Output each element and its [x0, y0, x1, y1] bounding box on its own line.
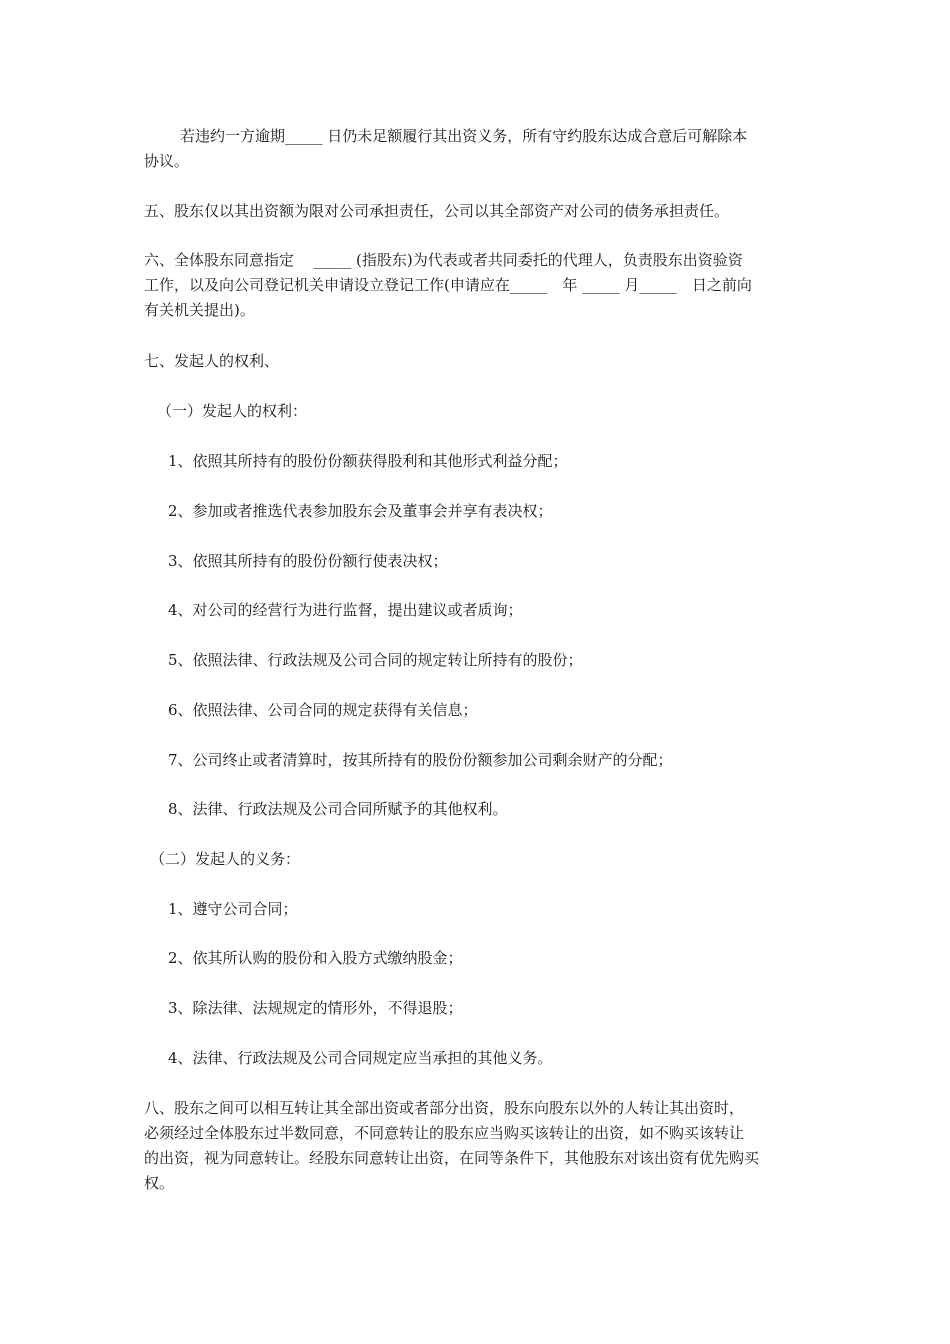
- rights-item-5: 5、依照法律、行政法规及公司合同的规定转让所持有的股份；: [168, 651, 583, 669]
- rights-item-7: 7、公司终止或者清算时，按其所持有的股份份额参加公司剩余财产的分配；: [168, 751, 673, 769]
- rights-item-2: 2、参加或者推选代表参加股东会及董事会并享有表决权；: [168, 502, 553, 520]
- duties-item-2: 2、依其所认购的股份和入股方式缴纳股金；: [168, 949, 463, 967]
- clause-8-line-4: 权。: [144, 1174, 175, 1192]
- overdue-clause-line-1: 若违约一方逾期_____ 日仍未足额履行其出资义务，所有守约股东达成合意后可解除本: [180, 127, 748, 145]
- clause-6-line-2: 工作，以及向公司登记机关申请设立登记工作(申请应在_____ 年 _____ 月_____ 日之前向: [144, 276, 752, 294]
- duties-item-4: 4、法律、行政法规及公司合同规定应当承担的其他义务。: [168, 1049, 553, 1067]
- rights-item-1: 1、依照其所持有的股份份额获得股利和其他形式利益分配；: [168, 452, 568, 470]
- overdue-clause-line-2: 协议。: [144, 152, 190, 170]
- duties-heading: （二）发起人的义务：: [150, 850, 301, 868]
- rights-heading: （一）发起人的权利：: [157, 402, 308, 420]
- duties-item-3: 3、除法律、法规规定的情形外，不得退股；: [168, 999, 463, 1017]
- clause-5: 五、股东仅以其出资额为限对公司承担责任，公司以其全部资产对公司的债务承担责任。: [144, 202, 730, 220]
- rights-item-8: 8、法律、行政法规及公司合同所赋予的其他权利。: [168, 800, 508, 818]
- clause-8-line-3: 的出资，视为同意转让。经股东同意转让出资，在同等条件下，其他股东对该出资有优先购买: [144, 1149, 760, 1167]
- clause-6-line-3: 有关机关提出)。: [144, 301, 255, 319]
- clause-8-line-1: 八、股东之间可以相互转让其全部出资或者部分出资，股东向股东以外的人转让其出资时，: [144, 1099, 745, 1117]
- clause-7-title: 七、发起人的权利、: [144, 352, 280, 370]
- clause-8-line-2: 必须经过全体股东过半数同意，不同意转让的股东应当购买该转让的出资，如不购买该转让: [144, 1124, 745, 1142]
- rights-item-4: 4、对公司的经营行为进行监督，提出建议或者质询；: [168, 601, 523, 619]
- clause-6-line-1: 六、全体股东同意指定 _____ (指股东)为代表或者共同委托的代理人，负责股东出资验资: [144, 251, 743, 269]
- rights-item-6: 6、依照法律、公司合同的规定获得有关信息；: [168, 701, 478, 719]
- duties-item-1: 1、遵守公司合同；: [168, 900, 298, 918]
- rights-item-3: 3、依照其所持有的股份份额行使表决权；: [168, 552, 448, 570]
